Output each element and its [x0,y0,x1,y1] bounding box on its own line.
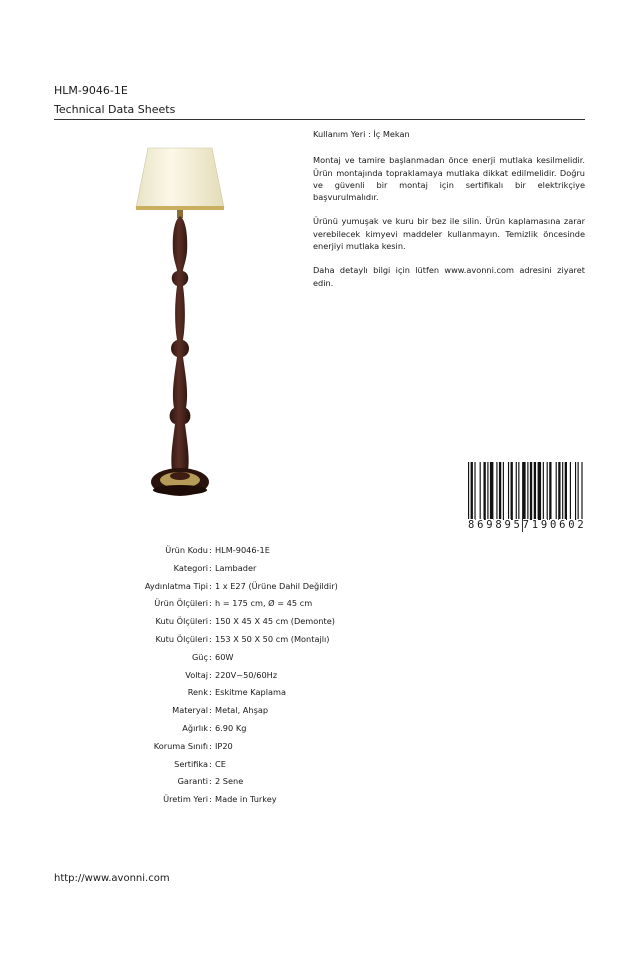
barcode-bar [508,462,509,520]
spec-row [0,776,640,788]
spec-value: Metal, Ahşap [215,705,269,716]
spec-separator: : [209,634,212,644]
barcode-bar [534,462,536,520]
spec-separator: : [209,723,212,733]
barcode-bar [547,462,548,520]
spec-row [0,581,640,593]
barcode-bar [518,462,519,520]
spec-separator: : [209,705,212,716]
spec-value: Lambader [215,562,257,573]
spec-label: Kutu Ölçüleri [155,634,208,644]
spec-separator: : [209,687,212,698]
spec-label: Ürün Kodu [165,545,208,555]
barcode-digit: 1 [531,519,539,531]
spec-row [0,687,640,699]
barcode-bar [503,462,504,520]
barcode-bar [565,462,567,520]
spec-value: h = 175 cm, Ø = 45 cm [215,598,313,609]
barcode-digit: 0 [549,519,557,531]
spec-label: Ürün Ölçüleri [154,598,208,609]
spec-label: Ağırlık [182,723,208,733]
cleaning-paragraph: Ürünü yumuşak ve kuru bir bez ile silin. Ürün kaplamasına zarar verebilecek kimyevi maddeler kullanmayın. Temizlik öncesinde enerjiyi mutlaka kesin. [313,216,585,252]
barcode-bar [499,462,501,520]
barcode-digit: 2 [577,519,584,531]
spec-separator: : [209,562,212,573]
document-subtitle: Technical Data Sheets [54,103,176,116]
barcode-bar [474,462,475,520]
spec-value: Eskitme Kaplama [215,687,287,698]
barcode-bar [575,462,576,520]
more-info-paragraph: Daha detaylı bilgi için lütfen www.avonni.com adresini ziyaret edin. [313,265,585,288]
barcode-digit: 6 [559,519,566,531]
footer-website-link[interactable]: http://www.avonni.com [54,873,170,884]
spec-row [0,670,640,682]
barcode-digit: 5 [513,519,521,531]
floor-lamp-image [128,140,232,510]
spec-row [0,563,640,575]
spec-label: Kategori [173,562,208,573]
barcode-bar [549,462,551,520]
barcode-bar [556,462,557,520]
barcode-bar [516,462,517,520]
barcode-digit: 9 [504,519,511,531]
barcode-digit: 9 [540,519,548,531]
spec-row [0,794,640,806]
spec-row [0,634,640,646]
spec-label: Voltaj [185,669,208,680]
barcode-bar [490,462,493,520]
barcode-digit: 6 [477,519,484,531]
spec-value: 220V~50/60Hz [215,669,278,680]
spec-separator: : [209,794,212,805]
barcode-digit: 8 [495,519,502,531]
spec-row [0,598,640,610]
spec-value: Made in Turkey [215,794,277,805]
spec-separator: : [209,758,212,769]
spec-label: Renk [187,687,208,698]
spec-value: HLM-9046-1E [215,545,270,555]
spec-value: 60W [215,651,234,662]
barcode-digit: 9 [486,519,493,531]
spec-label: Materyal [172,705,208,716]
spec-separator: : [209,545,212,555]
spec-separator: : [209,580,212,591]
barcode-bar [562,462,563,520]
barcode-digit: 0 [568,519,575,531]
spec-separator: : [209,598,212,609]
barcode-bar [511,462,513,520]
barcode-bar [558,462,560,520]
spec-row [0,741,640,753]
spec-label: Aydınlatma Tipi [144,580,208,591]
spec-separator: : [209,616,212,627]
header-divider [54,119,585,120]
barcode-number [468,519,584,533]
safety-paragraph: Montaj ve tamire başlanmadan önce enerji mutlaka kesilmelidir. Ürün montajında topraklamaya mutlaka dikkat edilmelidir. Doğru ve güvenli bir montaj için sertifikalı bir elektrikçiye başvurulmalıdır. [313,155,585,203]
spec-value: 6.90 Kg [215,723,247,733]
spec-label: Koruma Sınıfı [153,740,208,751]
spec-label: Kutu Ölçüleri [155,616,208,627]
spec-value: 150 X 45 X 45 cm (Demonte) [215,616,335,627]
spec-value: 2 Sene [215,776,244,787]
barcode-bar [530,462,532,520]
barcode-bar [480,462,481,520]
spec-separator: : [209,740,212,751]
barcode-bar [570,462,571,520]
usage-location: Kullanım Yeri : İç Mekan [313,129,410,139]
spec-separator: : [209,651,212,662]
barcode-digit: 8 [468,519,475,531]
spec-separator: : [209,669,212,680]
barcode-bar [487,462,488,520]
spec-label: Güç [191,651,208,662]
spec-label: Garanti [177,776,208,787]
spec-label: Üretim Yeri [163,794,208,805]
spec-row [0,759,640,771]
barcode-digit: 7 [522,519,530,531]
spec-value: 153 X 50 X 50 cm (Montajlı) [215,634,330,644]
barcode-bar [578,462,579,520]
barcode-bar [496,462,497,520]
product-code-heading: HLM-9046-1E [54,84,128,97]
spec-row [0,723,640,735]
spec-row [0,616,640,628]
spec-row [0,705,640,717]
info-text [313,128,585,301]
spec-row [0,652,640,664]
spec-label: Sertifika [174,758,208,769]
spec-separator: : [209,776,212,787]
spec-value: 1 x E27 (Ürüne Dahil Değildir) [215,580,338,591]
spec-value: IP20 [215,740,233,751]
spec-row [0,545,640,557]
barcode-bar [483,462,485,520]
barcode-bar [543,462,544,520]
barcode-bar [538,462,541,520]
spec-value: CE [215,758,226,769]
